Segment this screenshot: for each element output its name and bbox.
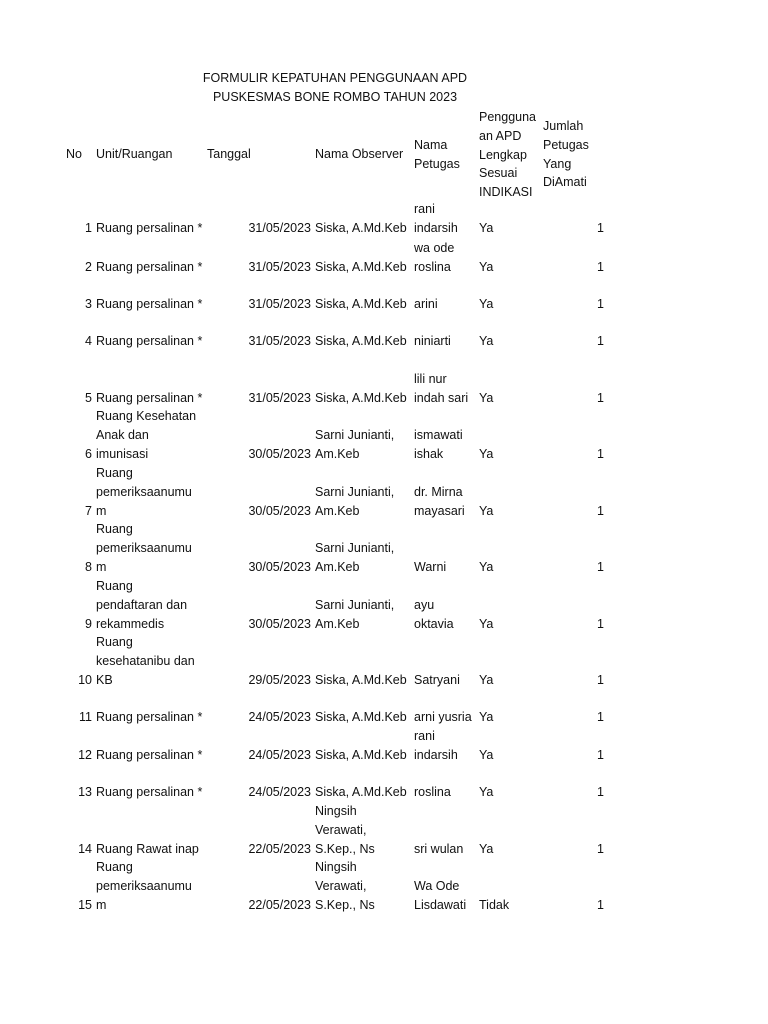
row-jumlah: 1 — [597, 617, 604, 631]
row-apd: Ya — [479, 504, 494, 518]
row-tanggal: 29/05/2023 — [248, 673, 311, 687]
header-apd-line: INDIKASI — [479, 185, 533, 200]
row-tanggal: 30/05/2023 — [248, 560, 311, 574]
row-petugas: wa ode — [414, 241, 455, 256]
row-no: 10 — [78, 673, 92, 687]
document-title-line-2: PUSKESMAS BONE ROMBO TAHUN 2023 — [212, 90, 458, 104]
row-petugas: arni yusria — [414, 710, 472, 724]
row-tanggal: 30/05/2023 — [248, 504, 311, 518]
row-tanggal: 31/05/2023 — [248, 297, 311, 311]
row-no: 15 — [78, 898, 92, 912]
row-observer: Siska, A.Md.Keb — [315, 334, 407, 348]
row-unit: Ruang persalinan * — [96, 334, 203, 348]
row-unit: pemeriksaanumu — [96, 541, 192, 556]
row-no: 4 — [85, 334, 92, 348]
row-petugas: ishak — [414, 447, 444, 461]
row-jumlah: 1 — [597, 221, 604, 235]
row-unit: Anak dan — [96, 428, 149, 443]
header-observer: Nama Observer — [315, 147, 404, 161]
row-petugas: rani — [414, 729, 435, 744]
row-no: 8 — [85, 560, 92, 574]
row-observer: Sarni Junianti, — [315, 428, 395, 443]
row-unit: Ruang — [96, 635, 133, 650]
row-tanggal: 24/05/2023 — [248, 785, 311, 799]
row-petugas: rani — [414, 202, 435, 217]
row-no: 11 — [79, 710, 92, 724]
row-unit: Ruang persalinan * — [96, 297, 203, 311]
header-no: No — [66, 147, 82, 161]
row-apd: Tidak — [479, 898, 510, 912]
row-unit: Ruang Kesehatan — [96, 409, 197, 424]
row-observer: Siska, A.Md.Keb — [315, 297, 407, 311]
row-jumlah: 1 — [597, 560, 604, 574]
row-tanggal: 22/05/2023 — [248, 898, 311, 912]
header-jumlah-line: Jumlah — [543, 119, 584, 133]
header-unit: Unit/Ruangan — [96, 147, 173, 161]
row-no: 2 — [85, 260, 92, 274]
row-unit: Ruang — [96, 522, 133, 537]
row-no: 12 — [78, 748, 92, 762]
header-petugas-line: Petugas — [414, 156, 460, 171]
row-unit: kesehatanibu dan — [96, 654, 195, 669]
row-unit: pemeriksaanumu — [96, 485, 192, 500]
row-tanggal: 31/05/2023 — [248, 221, 311, 235]
row-petugas: Wa Ode — [414, 879, 460, 894]
row-apd: Ya — [479, 617, 494, 631]
row-petugas: ayu — [414, 598, 435, 613]
header-petugas-line: Nama — [414, 138, 448, 152]
row-observer: Am.Keb — [315, 504, 360, 518]
row-unit: imunisasi — [96, 447, 149, 461]
row-unit: Ruang persalinan * — [96, 221, 203, 235]
row-petugas: sri wulan — [414, 842, 464, 856]
row-observer: Siska, A.Md.Keb — [315, 673, 407, 687]
row-tanggal: 31/05/2023 — [248, 391, 311, 405]
row-tanggal: 24/05/2023 — [248, 710, 311, 724]
row-tanggal: 24/05/2023 — [248, 748, 311, 762]
row-unit: pendaftaran dan — [96, 598, 188, 613]
row-petugas: roslina — [414, 260, 451, 274]
header-apd-line: Lengkap — [479, 147, 527, 162]
header-jumlah-line: DiAmati — [543, 175, 587, 190]
row-jumlah: 1 — [597, 447, 604, 461]
row-observer: Siska, A.Md.Keb — [315, 391, 407, 405]
row-apd: Ya — [479, 748, 494, 762]
row-petugas: Lisdawati — [414, 898, 467, 912]
row-apd: Ya — [479, 391, 494, 405]
row-observer: Sarni Junianti, — [315, 598, 395, 613]
row-unit: Ruang persalinan * — [96, 748, 203, 762]
row-observer: Siska, A.Md.Keb — [315, 710, 407, 724]
header-jumlah-line: Yang — [543, 156, 572, 171]
row-observer: Siska, A.Md.Keb — [315, 260, 407, 274]
row-jumlah: 1 — [597, 842, 604, 856]
row-tanggal: 22/05/2023 — [248, 842, 311, 856]
row-jumlah: 1 — [597, 898, 604, 912]
row-unit: m — [96, 560, 107, 574]
row-tanggal: 31/05/2023 — [248, 334, 311, 348]
row-observer: Siska, A.Md.Keb — [315, 748, 407, 762]
row-observer: Am.Keb — [315, 560, 360, 574]
row-petugas: mayasari — [414, 504, 465, 518]
row-no: 1 — [85, 221, 92, 235]
row-unit: m — [96, 898, 107, 912]
row-unit: Ruang persalinan * — [96, 785, 203, 799]
row-apd: Ya — [479, 447, 494, 461]
row-jumlah: 1 — [597, 785, 604, 799]
row-petugas: arini — [414, 297, 438, 311]
row-petugas: niniarti — [414, 334, 451, 348]
row-petugas: Satryani — [414, 673, 460, 687]
row-petugas: lili nur — [414, 372, 447, 387]
row-apd: Ya — [479, 297, 494, 311]
header-apd-line: an APD — [479, 128, 522, 143]
row-observer: Sarni Junianti, — [315, 541, 395, 556]
row-no: 14 — [78, 842, 92, 856]
row-unit: KB — [96, 673, 113, 687]
row-no: 9 — [85, 617, 92, 631]
row-apd: Ya — [479, 842, 494, 856]
row-petugas: Warni — [414, 560, 447, 574]
row-no: 6 — [85, 447, 92, 461]
row-unit: Ruang Rawat inap — [96, 842, 199, 856]
row-apd: Ya — [479, 785, 494, 799]
row-observer: Siska, A.Md.Keb — [315, 785, 407, 799]
row-unit: Ruang persalinan * — [96, 260, 203, 274]
row-apd: Ya — [479, 221, 494, 235]
row-observer: S.Kep., Ns — [315, 898, 375, 912]
row-tanggal: 31/05/2023 — [248, 260, 311, 274]
row-jumlah: 1 — [597, 748, 604, 762]
header-tanggal: Tanggal — [207, 147, 251, 161]
row-observer: Verawati, — [315, 879, 367, 894]
row-petugas: oktavia — [414, 617, 454, 631]
row-petugas: dr. Mirna — [414, 485, 463, 500]
row-petugas: indarsih — [414, 221, 458, 235]
row-jumlah: 1 — [597, 710, 604, 724]
row-observer: Ningsih — [315, 860, 357, 875]
document-title-line-1: FORMULIR KEPATUHAN PENGGUNAAN APD — [202, 71, 468, 85]
row-no: 7 — [85, 504, 92, 518]
row-unit: Ruang — [96, 466, 133, 481]
row-unit: Ruang persalinan * — [96, 710, 203, 724]
row-petugas: ismawati — [414, 428, 463, 443]
row-jumlah: 1 — [597, 260, 604, 274]
header-apd-line: Sesuai — [479, 166, 518, 181]
row-apd: Ya — [479, 710, 494, 724]
row-no: 13 — [78, 785, 92, 799]
row-unit: pemeriksaanumu — [96, 879, 192, 894]
row-jumlah: 1 — [597, 504, 604, 518]
row-jumlah: 1 — [597, 391, 604, 405]
row-unit: m — [96, 504, 107, 518]
row-unit: rekammedis — [96, 617, 165, 631]
row-apd: Ya — [479, 673, 494, 687]
row-unit: Ruang — [96, 860, 133, 875]
row-petugas: indarsih — [414, 748, 458, 762]
row-observer: Ningsih — [315, 804, 357, 819]
row-petugas: indah sari — [414, 391, 469, 405]
row-tanggal: 30/05/2023 — [248, 617, 311, 631]
row-jumlah: 1 — [597, 334, 604, 348]
row-jumlah: 1 — [597, 297, 604, 311]
row-petugas: roslina — [414, 785, 451, 799]
row-tanggal: 30/05/2023 — [248, 447, 311, 461]
row-observer: Verawati, — [315, 823, 367, 838]
row-observer: S.Kep., Ns — [315, 842, 375, 856]
row-observer: Sarni Junianti, — [315, 485, 395, 500]
row-jumlah: 1 — [597, 673, 604, 687]
row-observer: Am.Keb — [315, 447, 360, 461]
row-apd: Ya — [479, 560, 494, 574]
row-observer: Siska, A.Md.Keb — [315, 221, 407, 235]
row-no: 3 — [85, 297, 92, 311]
header-jumlah-line: Petugas — [543, 137, 589, 152]
row-apd: Ya — [479, 334, 494, 348]
row-unit: Ruang — [96, 579, 133, 594]
row-unit: Ruang persalinan * — [96, 391, 203, 405]
row-apd: Ya — [479, 260, 494, 274]
row-observer: Am.Keb — [315, 617, 360, 631]
header-apd-line: Pengguna — [479, 110, 537, 124]
row-no: 5 — [85, 391, 92, 405]
